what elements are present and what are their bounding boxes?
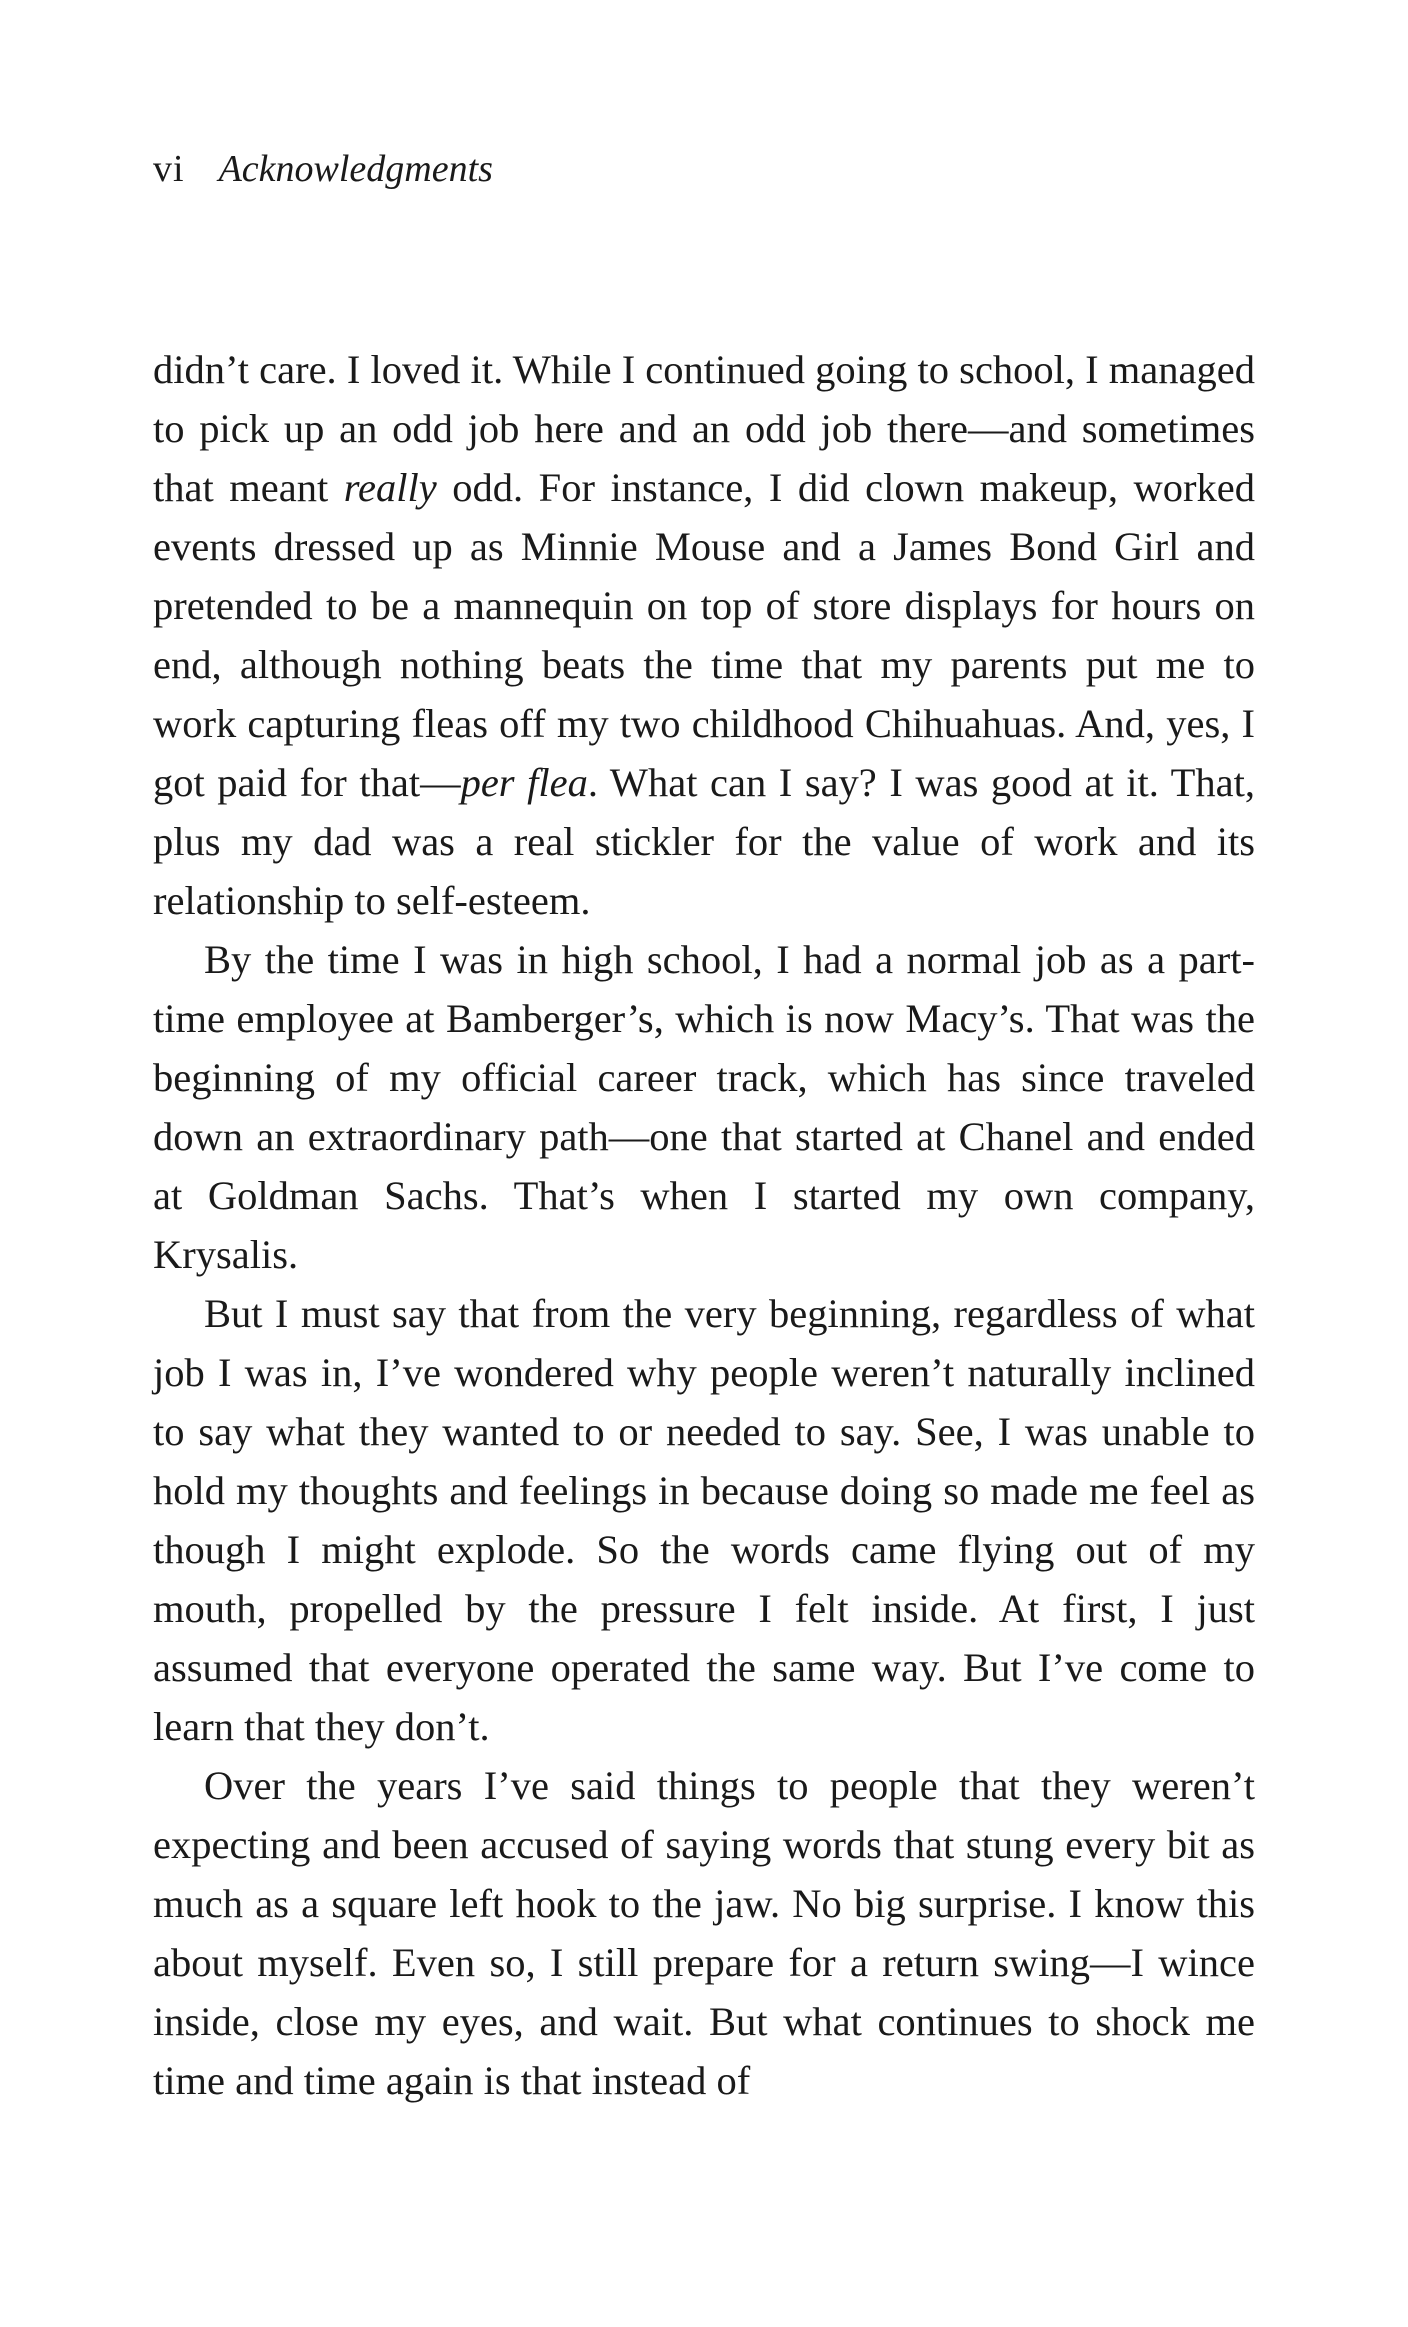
text-run: But I must say that from the very beginning, regardless of what job I was in, I’ve wondered why people weren’t naturally inclined to say what they wanted to or needed to say. See, I was unable to hold my thoughts and feelings in because doing so made me feel as though I might explode. So the words came flying out of my mouth, propelled by the pressure I felt inside. At first, I just assumed that everyone operated the same way. But I’ve come to learn that they don’t. [153,1291,1255,1749]
text-run: Over the years I’ve said things to people that they weren’t expecting and been accused of saying words that stung every bit as much as a square left hook to the jaw. No big surprise. I know this about myself. Even so, I still prepare for a return swing—I wince inside, close my eyes, and wait. But what continues to shock me time and time again is that instead of [153,1763,1255,2103]
emphasis-text: per flea [460,760,588,805]
page-number: vi [153,148,185,190]
text-run: . What can I say? I was good at it. That, plus my dad was a real stickler for the value of work and its relationship to self-esteem. [153,760,1255,923]
text-run: By the time I was in high school, I had a normal job as a part-time employee at Bamberger’s, which is now Macy’s. That was the beginning of my official career track, which has since traveled down an extraordinary path—one that started at Chanel and ended at Goldman Sachs. That’s when I started my own company, Krysalis. [153,937,1255,1277]
paragraph [153,1756,1255,2110]
running-header [153,145,493,193]
body-text [153,340,1255,2110]
paragraph [153,930,1255,1284]
paragraph [153,1284,1255,1756]
emphasis-text: really [343,465,437,510]
paragraph [153,340,1255,930]
text-run: didn’t care. I loved it. While I continued going to school, I managed to pick up an odd job here and an odd job there—and sometimes that meant [153,347,1255,510]
text-run: odd. For instance, I did clown makeup, worked events dressed up as Minnie Mouse and a James Bond Girl and pretended to be a mannequin on top of store displays for hours on end, although nothing beats the time that my parents put me to work capturing fleas off my two childhood Chihuahuas. And, yes, I got paid for that— [153,465,1255,805]
running-title: Acknowledgments [218,148,493,190]
